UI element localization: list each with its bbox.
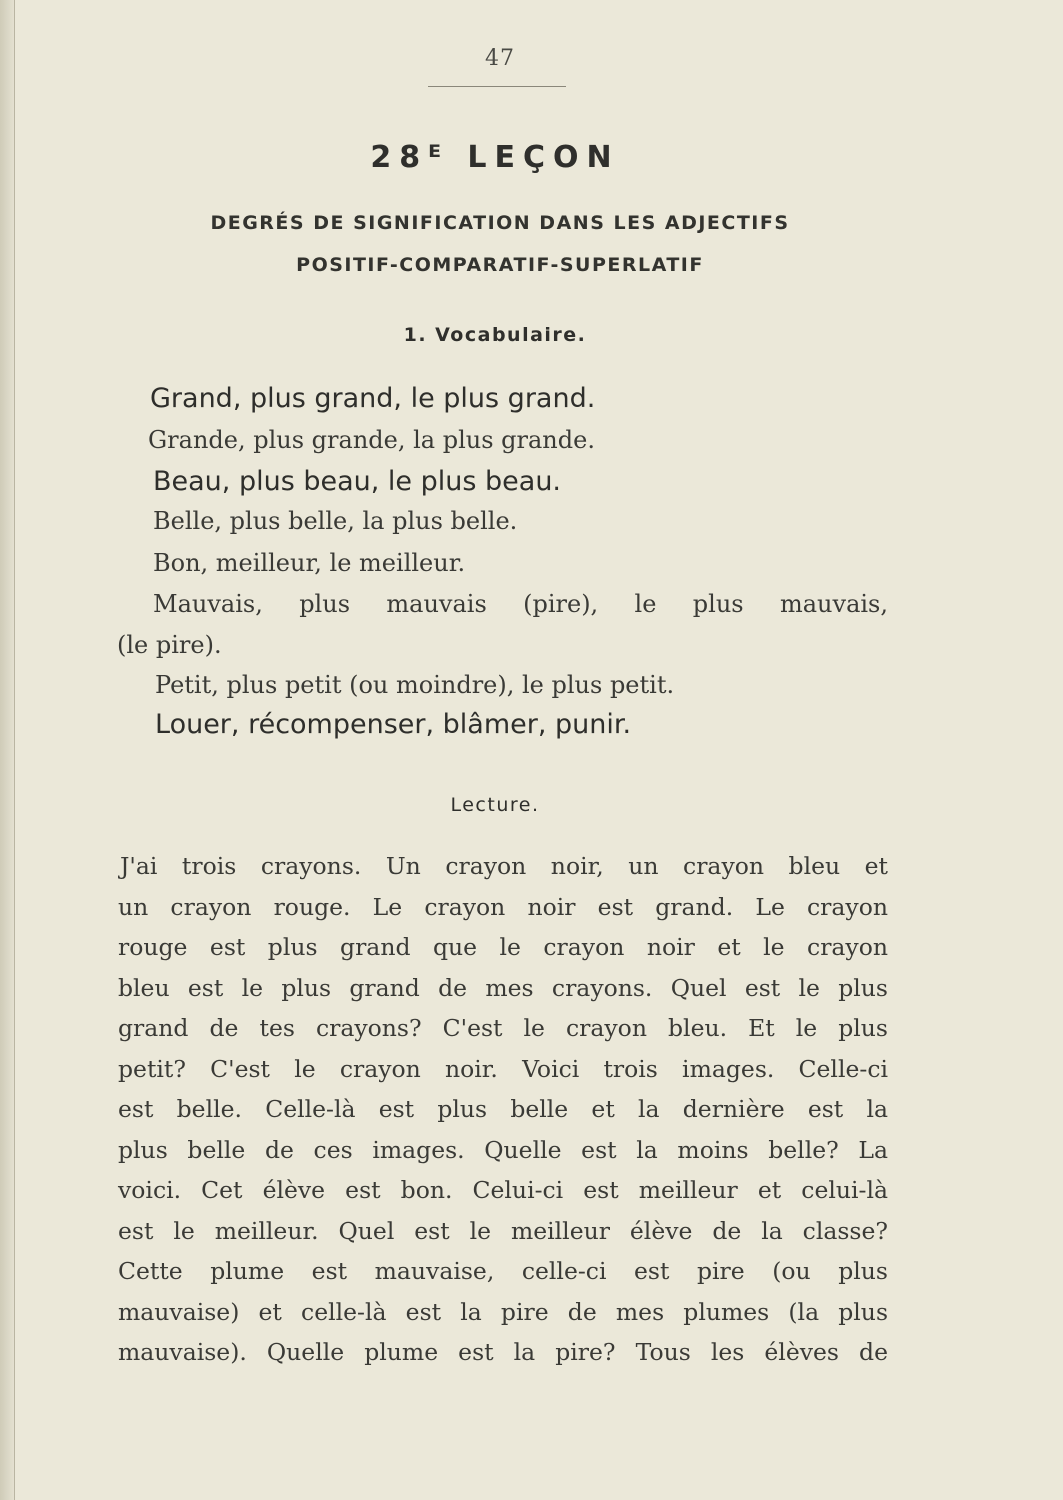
lecture-line: plus belle de ces images. Quelle est la moins belle? La: [118, 1135, 888, 1164]
lecture-line: voici. Cet élève est bon. Celui-ci est meilleur et celui-là: [118, 1176, 888, 1204]
lecture-paragraph: [118, 846, 888, 1373]
lecture-line: petit? C'est le crayon noir. Voici trois images. Celle-ci: [118, 1054, 888, 1083]
lecture-line: J'ai trois crayons. Un crayon noir, un crayon bleu et: [120, 852, 888, 880]
lecture-line: Cette plume est mauvaise, celle-ci est pire (ou plus: [118, 1257, 888, 1285]
lecture-line: mauvaise) et celle-là est la pire de mes plumes (la plus: [118, 1297, 888, 1326]
vocab-line: (le pire).: [117, 631, 222, 659]
vocab-line: Bon, meilleur, le meilleur.: [153, 549, 466, 577]
page-number: 47: [485, 46, 515, 71]
lecture-line: bleu est le plus grand de mes crayons. Quel est le plus: [118, 973, 888, 1002]
lecture-line: rouge est plus grand que le crayon noir et le crayon: [118, 933, 888, 961]
vocabulary-heading: 1. Vocabulaire.: [403, 324, 587, 346]
lecture-line: est belle. Celle-là est plus belle et la dernière est la: [118, 1095, 888, 1123]
lecture-line: grand de tes crayons? C'est le crayon bleu. Et le plus: [118, 1014, 888, 1042]
lecture-line: un crayon rouge. Le crayon noir est grand. Le crayon: [118, 892, 888, 921]
vocab-line: Louer, récompenser, blâmer, punir.: [155, 709, 632, 740]
lecture-line: est le meilleur. Quel est le meilleur élève de la classe?: [118, 1216, 888, 1245]
vocab-line: Petit, plus petit (ou moindre), le plus petit.: [155, 671, 675, 699]
lecture-heading: Lecture.: [450, 794, 540, 816]
lesson-subtitle-line1: DEGRÉS DE SIGNIFICATION DANS LES ADJECTIFS: [210, 212, 790, 234]
page-number-rule: [428, 86, 566, 87]
lecture-line: mauvaise). Quelle plume est la pire? Tous les élèves de: [118, 1338, 888, 1366]
vocab-line: Mauvais, plus mauvais (pire), le plus mauvais,: [153, 590, 888, 618]
vocab-line: Grand, plus grand, le plus grand.: [150, 383, 596, 414]
vocab-line: Grande, plus grande, la plus grande.: [148, 426, 595, 454]
vocab-line: Beau, plus beau, le plus beau.: [153, 466, 562, 497]
lesson-title: 28ᴱ LEÇON: [370, 140, 620, 175]
vocab-line: Belle, plus belle, la plus belle.: [153, 507, 518, 535]
lesson-subtitle-line2: POSITIF-COMPARATIF-SUPERLATIF: [296, 254, 704, 276]
